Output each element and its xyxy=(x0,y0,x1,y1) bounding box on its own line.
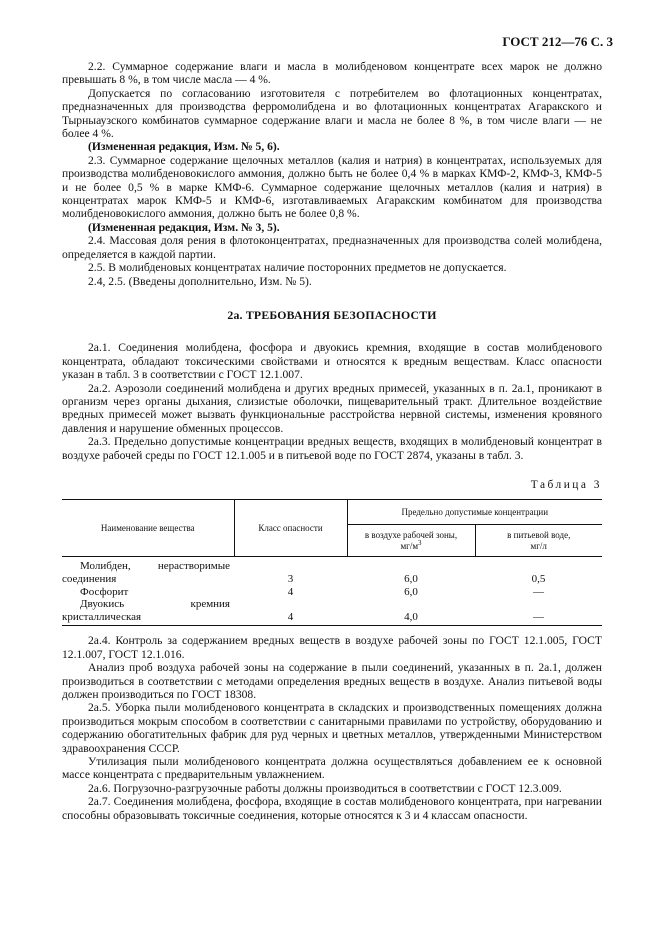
header-water-unit: мг/л xyxy=(530,540,547,551)
header-water xyxy=(475,525,602,557)
table-row xyxy=(62,598,602,626)
cell-air: 6,0 xyxy=(404,572,418,585)
cell-name: Фосфорит xyxy=(80,585,129,598)
cell-class: 4 xyxy=(234,598,347,626)
para-2-3: 2.3. Суммарное содержание щелочных металлов (калия и натрия) в концентратах, используемых для производства молибденовокислого аммония, должно быть не более 0,4 % в марках КМФ-2, КМФ-3, КМФ-5 и не более 0,5 % в марке КМФ-6. Суммарное содержание щелочных металлов (калия и натрия) в концентратах марок КМФ-5 и КМФ-6, изготавливаемых Агаракским комбинатом для производства молибденовокислого аммония, должно быть не более 0,8 %. xyxy=(62,153,602,221)
para-2-5: 2.5. В молибденовых концентратах наличие посторонних предметов не допускается. xyxy=(88,261,507,275)
page-header: ГОСТ 212—76 С. 3 xyxy=(502,34,613,49)
amendment-note: (Измененная редакция, Изм. № 5, 6). xyxy=(88,140,280,154)
para-2-4: 2.4. Массовая доля рения в флотоконцентратах, предназначенных для производства солей молибдена, определяется в каждой партии. xyxy=(62,234,602,261)
header-water-label: в питьевой воде, xyxy=(507,529,571,540)
cell-class: 3 xyxy=(287,572,294,585)
header-air-unit-sup: 3 xyxy=(418,538,422,547)
para-2a-6: 2а.6. Погрузочно-разгрузочные работы должны производиться в соответствии с ГОСТ 12.3.009. xyxy=(88,781,562,795)
header-air xyxy=(347,525,475,557)
cell-water: — xyxy=(533,585,544,598)
header-max-concentrations: Предельно допустимые концентрации xyxy=(347,500,602,525)
cell-air: 6,0 xyxy=(404,585,418,598)
cell-water: 0,5 xyxy=(531,572,546,585)
table-row xyxy=(62,557,602,586)
cell-name: Двуокись кремния кристаллическая xyxy=(62,598,234,626)
para-2a-3: 2а.3. Предельно допустимые концентрации вредных веществ, входящих в молибденовый концентрат в воздухе рабочей среды по ГОСТ 12.1.005 и в питьевой воде по ГОСТ 2874, указаны в табл. 3. xyxy=(62,435,602,462)
cell-air: 4,0 xyxy=(347,598,475,626)
para-2a-7: 2а.7. Соединения молибдена, фосфора, входящие в состав молибденового концентрата, при нагревании способны образовывать токсичные соединения, которые относятся к 3 и 4 классам опасности. xyxy=(62,795,602,822)
para-2a-5: 2а.5. Уборка пыли молибденового концентрата в складских и производственных помещениях должна производиться мокрым способом в соответствии с санитарными правилами по устройству, оборудованию и содержанию обогатительных фабрик для руд черных и цветных металлов, утвержденными Министерством здравоохранения СССР. xyxy=(62,701,602,755)
table-row xyxy=(62,586,602,599)
para-2-2: 2.2. Суммарное содержание влаги и масла в молибденовом концентрате всех марок не должно превышать 8 %, в том числе масла — 4 %. xyxy=(62,60,602,87)
header-hazard-class: Класс опасности xyxy=(234,500,347,557)
table-3 xyxy=(62,499,602,626)
cell-class: 4 xyxy=(287,585,294,598)
amendment-note: 2.4, 2.5. (Введены дополнительно, Изм. № 5). xyxy=(88,274,312,288)
section-title: 2а. ТРЕБОВАНИЯ БЕЗОПАСНОСТИ xyxy=(227,307,437,322)
para-2a-5-utilization: Утилизация пыли молибденового концентрата должна осуществляться добавлением ее к основной массе концентрата с предварительным увлажнением. xyxy=(62,755,602,782)
document-body xyxy=(62,60,602,822)
para-2a-1: 2а.1. Соединения молибдена, фосфора и двуокись кремния, входящие в состав молибденового концентрата, обладают токсическими свойствами и относятся к вредным веществам. Класс опасности указан в табл. 3 в соответствии с ГОСТ 12.1.007. xyxy=(62,341,602,382)
cell-name: Молибден, нерастворимые соединения xyxy=(62,560,230,585)
para-2a-2: 2а.2. Аэрозоли соединений молибдена и других вредных примесей, указанных в п. 2а.1, проникают в организм через органы дыхания, слизистые оболочки, пищеварительный тракт. Длительное воздействие вредных примесей может вызвать функциональные расстройства нервной системы, изменения кровяного давления и нарушение обменных процессов. xyxy=(62,381,602,435)
para-2-2-allowance: Допускается по согласованию изготовителя с потребителем во флотационных концентратах, предназначенных для производства ферромолибдена и во флотационных концентратах Агаракского и Тырныаузского комбинатов суммарное содержание влаги и масла не более 8 %, в том числе влаги — не более 4 %. xyxy=(62,86,602,141)
cell-water: — xyxy=(475,598,602,626)
header-air-unit: мг/м xyxy=(400,540,419,551)
header-substance-name: Наименование вещества xyxy=(62,500,234,557)
para-2a-4: 2а.4. Контроль за содержанием вредных веществ в воздухе рабочей зоны по ГОСТ 12.1.005, ГОСТ 12.1.007, ГОСТ 12.1.016. xyxy=(62,634,602,661)
table-caption: Таблица 3 xyxy=(530,478,602,491)
amendment-note: (Измененная редакция, Изм. № 3, 5). xyxy=(88,220,280,234)
header-air-label: в воздухе рабочей зоны, xyxy=(364,529,458,540)
para-2a-4-analysis: Анализ проб воздуха рабочей зоны на содержание в пыли соединений, указанных в п. 2а.1, должен производиться в соответствии с методами определения вредных веществ в воздухе. Анализ питьевой воды должен производиться по ГОСТ 18308. xyxy=(62,661,602,701)
